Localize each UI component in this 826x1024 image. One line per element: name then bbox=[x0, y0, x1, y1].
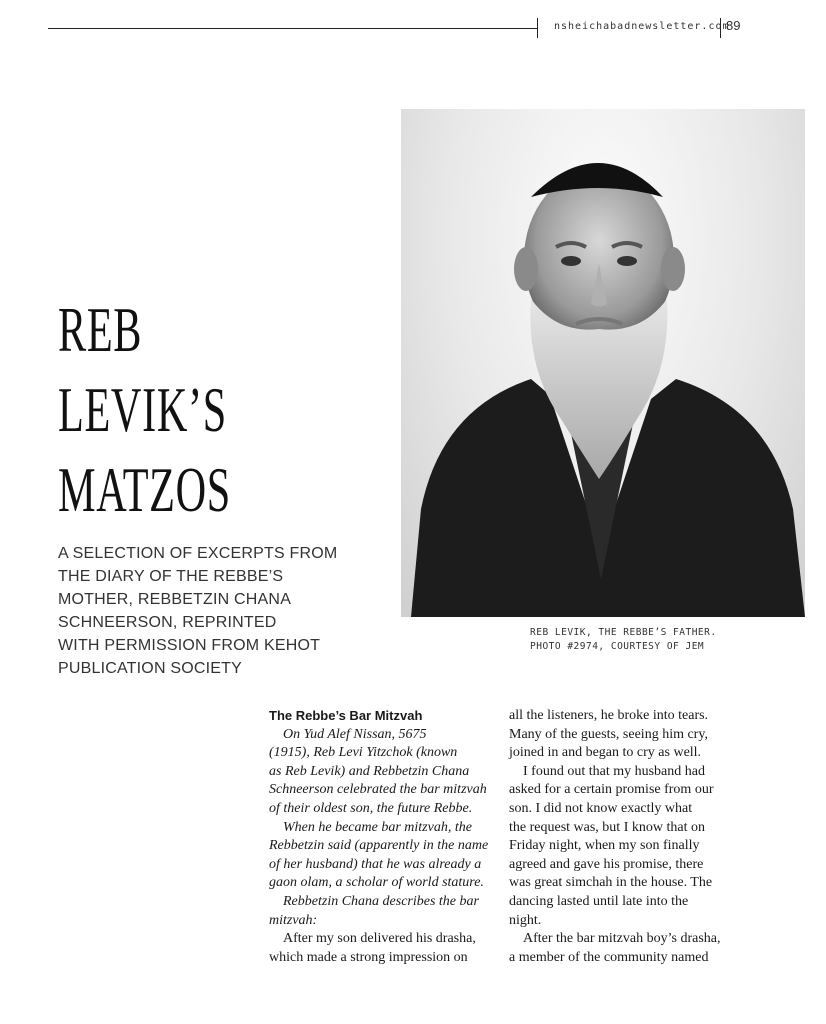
subtitle-line: SCHNEERSON, REPRINTED bbox=[58, 614, 277, 631]
body-line: (1915), Reb Levi Yitzchok (known bbox=[269, 745, 458, 761]
body-line: After the bar mitzvah boy’s drasha, bbox=[523, 931, 721, 947]
body-line: Many of the guests, seeing him cry, bbox=[509, 726, 708, 742]
body-line: son. I did not know exactly what bbox=[509, 800, 693, 816]
body-line: When he became bar mitzvah, the bbox=[283, 819, 472, 835]
subtitle-line: WITH PERMISSION FROM KEHOT bbox=[58, 637, 321, 654]
article-column-1 bbox=[269, 707, 495, 967]
body-line: of her husband) that he was already a bbox=[269, 856, 482, 872]
body-line: a member of the community named bbox=[509, 949, 709, 965]
subtitle-line: MOTHER, REBBETZIN CHANA bbox=[58, 591, 292, 608]
body-line: asked for a certain promise from our bbox=[509, 782, 714, 798]
section-heading: The Rebbe’s Bar Mitzvah bbox=[269, 708, 423, 723]
body-line: dancing lasted until late into the bbox=[509, 893, 689, 909]
photo-caption bbox=[530, 626, 790, 654]
body-line: joined in and began to cry as well. bbox=[509, 745, 702, 761]
page-number-divider bbox=[720, 18, 721, 38]
body-line: Rebbetzin said (apparently in the name bbox=[269, 838, 489, 854]
article-column-2 bbox=[509, 707, 735, 967]
portrait-photo bbox=[401, 109, 805, 617]
body-line: as Reb Levik) and Rebbetzin Chana bbox=[269, 763, 470, 779]
subtitle-line: A SELECTION OF EXCERPTS FROM bbox=[58, 545, 338, 562]
body-line: Schneerson celebrated the bar mitzvah bbox=[269, 782, 487, 798]
title-line-3: MATZOS bbox=[58, 454, 231, 525]
caption-line: REB LEVIK, THE REBBE’S FATHER. bbox=[530, 627, 717, 638]
body-line: was great simchah in the house. The bbox=[509, 875, 713, 891]
body-line: Rebbetzin Chana describes the bar bbox=[283, 893, 479, 909]
body-line: I found out that my husband had bbox=[523, 763, 705, 779]
body-line: After my son delivered his drasha, bbox=[283, 931, 476, 947]
header-rule-end bbox=[537, 18, 538, 38]
title-line-2: LEVIK’S bbox=[58, 374, 227, 445]
subtitle-line: PUBLICATION SOCIETY bbox=[58, 660, 242, 677]
body-line: all the listeners, he broke into tears. bbox=[509, 708, 709, 723]
body-line: mitzvah: bbox=[269, 912, 318, 928]
website-url: nsheichabadnewsletter.com bbox=[554, 21, 730, 32]
body-line: which made a strong impression on bbox=[269, 949, 468, 965]
title-line-1: REB bbox=[58, 294, 143, 365]
body-line: night. bbox=[509, 912, 542, 928]
article-title bbox=[58, 290, 378, 530]
caption-line: PHOTO #2974, COURTESY OF JEM bbox=[530, 641, 705, 652]
body-line: of their oldest son, the future Rebbe. bbox=[269, 800, 473, 816]
page-number: 89 bbox=[726, 18, 741, 33]
article-subtitle bbox=[58, 542, 378, 680]
header-rule bbox=[48, 28, 538, 29]
portrait-illustration bbox=[401, 109, 805, 617]
body-line: the request was, but I know that on bbox=[509, 819, 705, 835]
body-line: Friday night, when my son finally bbox=[509, 838, 700, 854]
body-line: On Yud Alef Nissan, 5675 bbox=[283, 726, 427, 742]
body-line: agreed and gave his promise, there bbox=[509, 856, 704, 872]
subtitle-line: THE DIARY OF THE REBBE’S bbox=[58, 568, 284, 585]
body-line: gaon olam, a scholar of world stature. bbox=[269, 875, 484, 891]
